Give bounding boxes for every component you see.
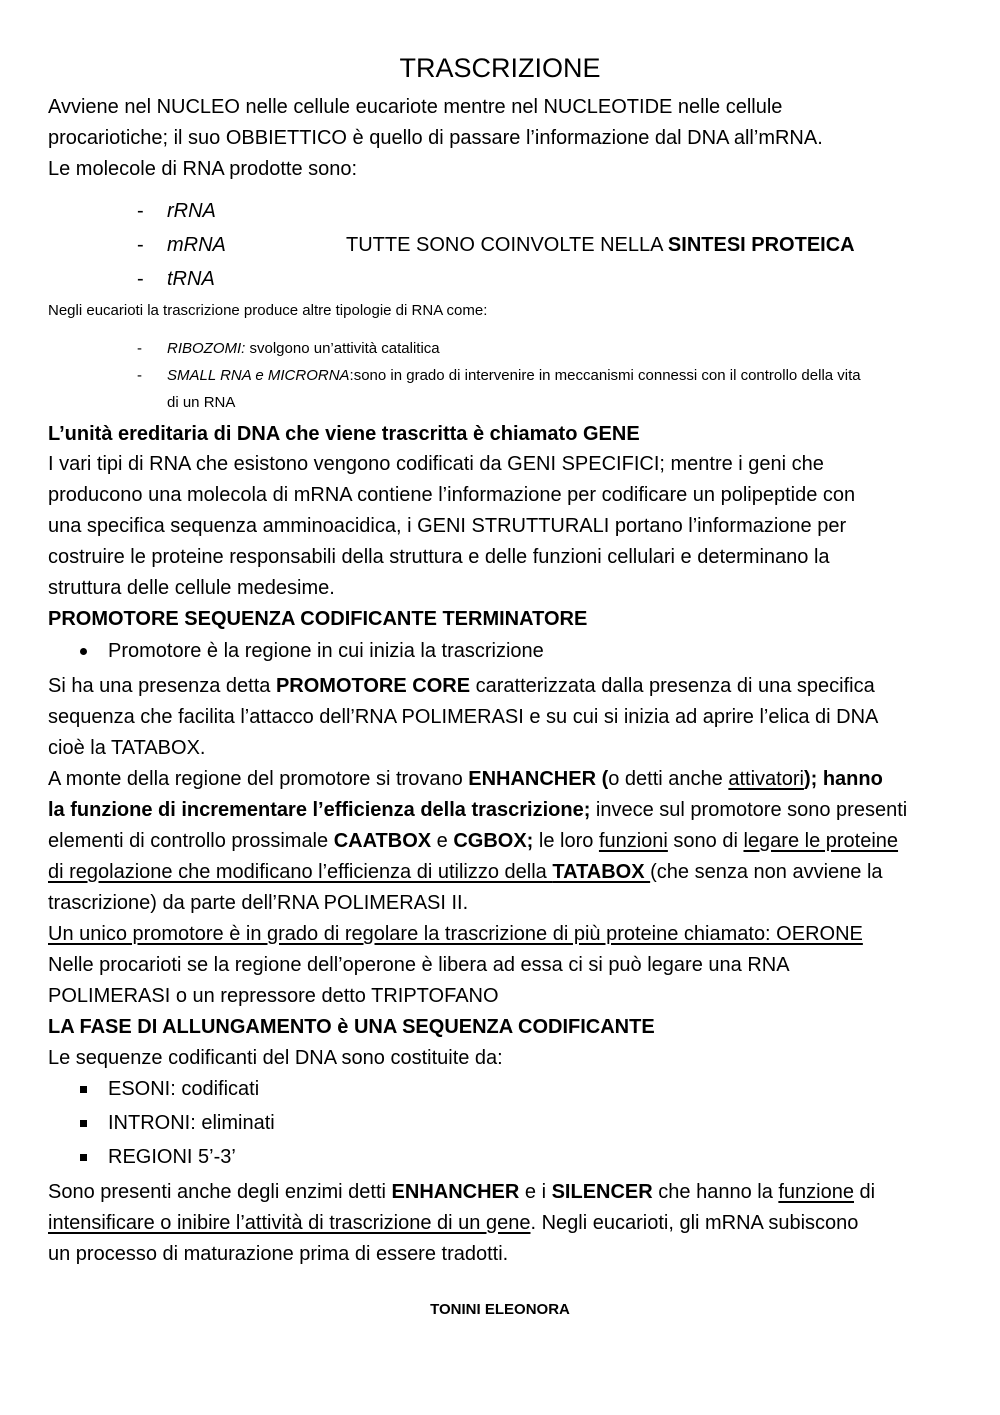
intro-line-2: procariotiche; il suo OBBIETTICO è quello di passare l’informazione dal DNA all’mRNA. bbox=[48, 127, 823, 149]
list-item-mrna: mRNA bbox=[167, 234, 226, 256]
promotore-line-7: di regolazione che modificano l’efficienza di utilizzo della TATABOX (che senza non avviene la bbox=[48, 861, 883, 883]
promotore-heading: PROMOTORE SEQUENZA CODIFICANTE TERMINATORE bbox=[48, 608, 588, 630]
bullet-dot bbox=[80, 639, 87, 663]
list-dash: - bbox=[137, 200, 144, 222]
gene-line-4: costruire le proteine responsabili della struttura e delle funzioni cellulari e determinano la bbox=[48, 546, 830, 568]
euk-item-smallrna: SMALL RNA e MICRORNA:sono in grado di intervenire in meccanismi connessi con il controllo della vita bbox=[167, 367, 861, 384]
gene-line-1: I vari tipi di RNA che esistono vengono codificati da GENI SPECIFICI; mentre i geni che bbox=[48, 453, 824, 475]
promotore-line-3: cioè la TATABOX. bbox=[48, 737, 206, 759]
sequence-item-introni: INTRONI: eliminati bbox=[108, 1112, 275, 1134]
intro-line-3: Le molecole di RNA prodotte sono: bbox=[48, 158, 358, 180]
sequence-item-esoni: ESONI: codificati bbox=[108, 1078, 260, 1100]
list-dash: - bbox=[137, 340, 142, 357]
promotore-line-8: trascrizione) da parte dell’RNA POLIMERASI II. bbox=[48, 892, 469, 914]
promotore-line-6: elementi di controllo prossimale CAATBOX e CGBOX; le loro funzioni sono di legare le proteine bbox=[48, 830, 899, 852]
square-bullet bbox=[80, 1145, 87, 1169]
list-item-trna: tRNA bbox=[167, 268, 215, 290]
gene-heading: L’unità ereditaria di DNA che viene trascritta è chiamato GENE bbox=[48, 423, 640, 445]
footer-author: TONINI ELEONORA bbox=[430, 1301, 570, 1318]
promotore-line-10: Nelle procarioti se la regione dell’operone è libera ad essa ci si può legare una RNA bbox=[48, 954, 790, 976]
promotore-line-5: la funzione di incrementare l’efficienza della trascrizione; invece sul promotore sono presenti bbox=[48, 799, 908, 821]
list-dash: - bbox=[137, 268, 144, 290]
page-title: TRASCRIZIONE bbox=[399, 53, 601, 83]
euk-intro: Negli eucarioti la trascrizione produce altre tipologie di RNA come: bbox=[48, 302, 488, 319]
promotore-line-11: POLIMERASI o un repressore detto TRIPTOFANO bbox=[48, 985, 499, 1007]
allungamento-heading: LA FASE DI ALLUNGAMENTO è UNA SEQUENZA CODIFICANTE bbox=[48, 1016, 655, 1038]
square-bullet bbox=[80, 1077, 87, 1101]
enzimi-line-1: Sono presenti anche degli enzimi detti ENHANCHER e i SILENCER che hanno la funzione di bbox=[48, 1181, 876, 1203]
list-dash: - bbox=[137, 234, 144, 256]
gene-line-5: struttura delle cellule medesime. bbox=[48, 577, 335, 599]
sequence-item-regioni: REGIONI 5’-3’ bbox=[108, 1146, 236, 1168]
enzimi-line-3: un processo di maturazione prima di essere tradotti. bbox=[48, 1243, 509, 1265]
square-bullet bbox=[80, 1111, 87, 1135]
list-dash: - bbox=[137, 367, 142, 384]
list-item-rrna: rRNA bbox=[167, 200, 216, 222]
gene-line-3: una specifica sequenza amminoacidica, i GENI STRUTTURALI portano l’informazione per bbox=[48, 515, 847, 537]
promotore-line-1: Si ha una presenza detta PROMOTORE CORE caratterizzata dalla presenza di una specifica bbox=[48, 675, 875, 697]
promotore-line-2: sequenza che facilita l’attacco dell’RNA POLIMERASI e su cui si inizia ad aprire l’elica di DNA bbox=[48, 706, 879, 728]
promotore-bullet: Promotore è la regione in cui inizia la trascrizione bbox=[108, 640, 544, 662]
promotore-line-4: A monte della regione del promotore si trovano ENHANCHER (o detti anche attivatori); hanno bbox=[48, 768, 883, 790]
gene-line-2: producono una molecola di mRNA contiene l’informazione per codificare un polipeptide con bbox=[48, 484, 856, 506]
intro-line-1: Avviene nel NUCLEO nelle cellule eucariote mentre nel NUCLEOTIDE nelle cellule bbox=[48, 96, 783, 118]
allungamento-intro: Le sequenze codificanti del DNA sono costituite da: bbox=[48, 1047, 503, 1069]
euk-item-ribozomi: RIBOZOMI: svolgono un’attività catalitica bbox=[167, 340, 440, 357]
enzimi-line-2: intensificare o inibire l’attività di trascrizione di un gene. Negli eucarioti, gli mRNA subiscono bbox=[48, 1212, 859, 1234]
promotore-line-9: Un unico promotore è in grado di regolare la trascrizione di più proteine chiamato: OERONE bbox=[48, 923, 863, 945]
euk-item-smallrna-cont: di un RNA bbox=[167, 394, 236, 411]
rna-note: TUTTE SONO COINVOLTE NELLA SINTESI PROTEICA bbox=[346, 234, 855, 256]
